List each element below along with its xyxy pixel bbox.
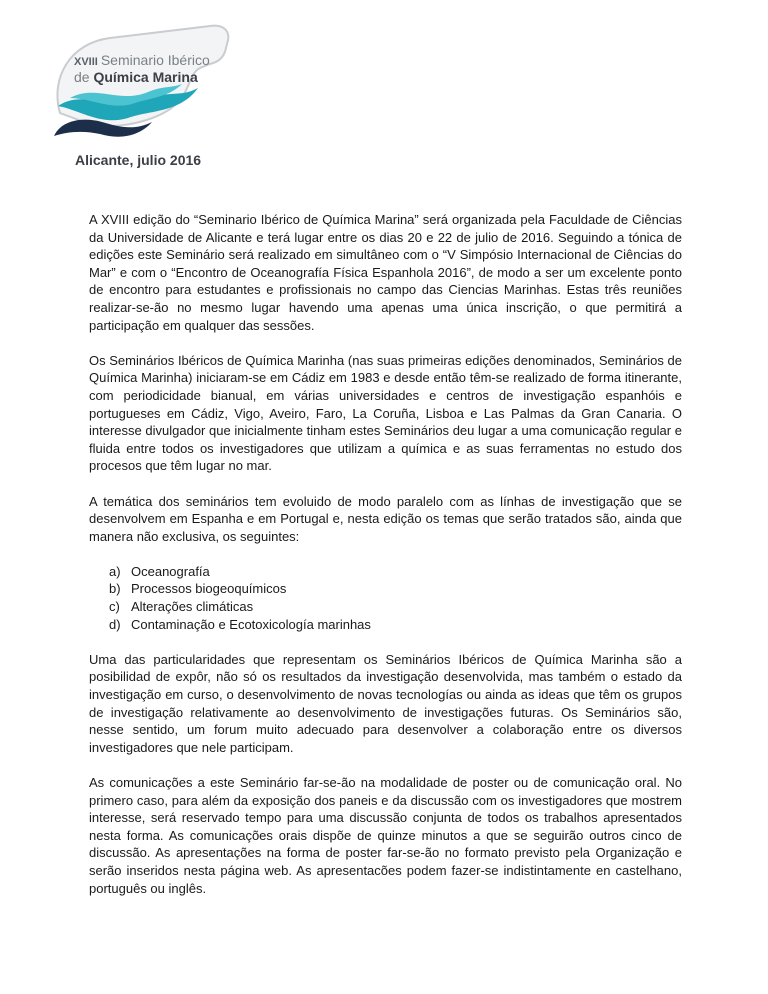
document-body	[89, 211, 682, 915]
paragraph-intro: A XVIII edição do “Seminario Ibérico de Química Marina” será organizada pela Faculdade de Ciências da Universidade de Alicante e terá lugar entre os dias 20 e 22 de julio de 2016. Seguindo a tónica de edições este Seminário será realizado em simultâneo com o “V Simpósio Internacional de Ciências do Mar” e com o “Encontro de Oceanografía Física Espanhola 2016”, de modo a ser um excelente ponto de encontro para estudantes e profissionais no campo das Ciencias Marinhas. Estas três reuniões realizar-se-ão no mesmo lugar havendo uma apenas uma única inscrição, o que permitirá a participação em qualquer das sessões.	[89, 212, 682, 333]
list-item: b) Processos biogeoquímicos	[109, 581, 287, 597]
list-item: c) Alterações climáticas	[109, 599, 254, 615]
paragraph-particularities: Uma das particularidades que representam os Seminários Ibéricos de Química Marinha são a posibilidad de expôr, não só os resultados da investigação desenvolvida, mas também o estado da investigação em curso, o desenvolvimento de novas tecnologías ou ainda as ideas que têm os grupos de investigação relativamente ao desenvolvimento de investigações futuras. Os Seminários são, nesse sentido, um forum muito adecuado para desenvolver a colaboração entre os diversos investigadores que nele participam.	[89, 651, 682, 755]
flask-waves-graphic	[40, 18, 260, 168]
logo-title-line1: XVIII Seminario Ibérico	[74, 52, 210, 68]
logo-title-line2: de Química Marina	[74, 69, 198, 85]
seminar-logo	[40, 18, 260, 168]
topics-list	[89, 563, 682, 633]
list-item: a) Oceanografía	[109, 563, 210, 579]
paragraph-themes: A temática dos seminários tem evoluido de modo paralelo com as línhas de investigação que se desenvolvem em Espanha e em Portugal e, nesta edição os temas que serão tratados são, ainda que manera não exclusiva, os seguintes:	[89, 493, 682, 544]
list-item: d) Contaminação e Ecotoxicología marinhas	[109, 616, 371, 632]
event-date: Alicante, julio 2016	[75, 152, 202, 168]
paragraph-communications: As comunicações a este Seminário far-se-ão na modalidade de poster ou de comunicação oral. No primero caso, para além da exposição dos paneis e da discussão com os investigadores que mostrem interesse, será reservado tempo para uma discussão conjunta de todos os trabalhos apresentados nesta forma. As comunicações orais dispõe de quinze minutos a que se seguirão outros cinco de discussão. As apresentações na forma de poster far-se-ão no formato previsto pela Organização e serão inseridos nesta página web. As apresentacões podem fazer-se indistintamente en castelhano, português ou inglês.	[89, 775, 682, 896]
paragraph-history: Os Seminários Ibéricos de Química Marinha (nas suas primeiras edições denominados, Seminários de Química Marinha) iniciaram-se em Cádiz em 1983 e desde então têm-se realizado de forma itinerante, com periodicidade bianual, em várias universidades e centros de investigação espanhóis e portugueses em Cádiz, Vigo, Aveiro, Faro, La Coruña, Lisboa e Las Palmas da Gran Canaria. O interesse divulgador que inicialmente tinham estes Seminários deu lugar a uma comunicação regular e fluida entre todos os investigadores que utilizam a química e as suas ferramentas no estudo dos procesos que têm lugar no mar.	[89, 352, 682, 474]
